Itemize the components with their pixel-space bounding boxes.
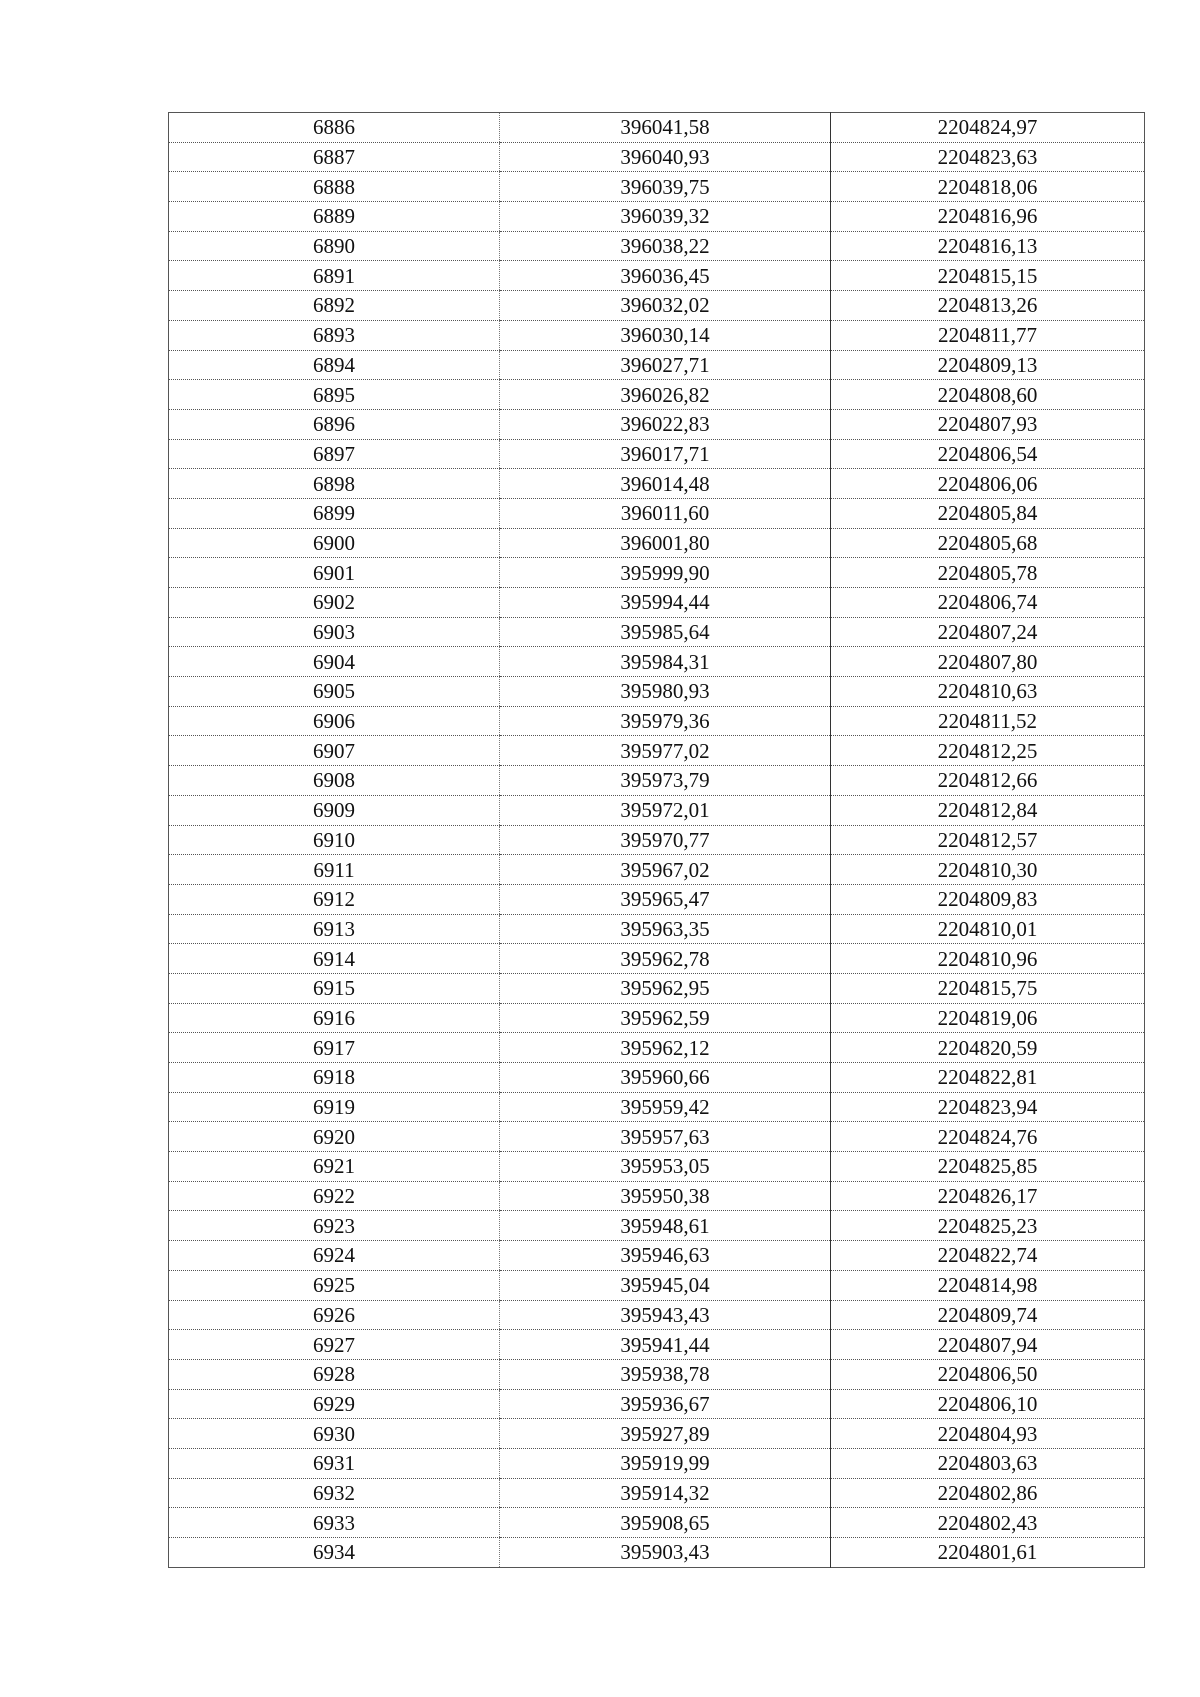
point-number-cell: 6919 — [169, 1092, 500, 1122]
point-number-cell: 6934 — [169, 1538, 500, 1568]
coordinate-y-cell: 2204805,78 — [831, 558, 1145, 588]
coordinate-y-cell: 2204802,86 — [831, 1478, 1145, 1508]
table-row — [169, 1478, 1145, 1508]
point-number-cell: 6910 — [169, 825, 500, 855]
coordinate-x-cell: 395960,66 — [500, 1063, 831, 1093]
coordinate-x-cell: 396026,82 — [500, 380, 831, 410]
point-number-cell: 6904 — [169, 647, 500, 677]
coordinate-x-cell: 395977,02 — [500, 736, 831, 766]
table-row — [169, 795, 1145, 825]
coordinate-x-cell: 395946,63 — [500, 1241, 831, 1271]
coordinate-x-cell: 396022,83 — [500, 409, 831, 439]
point-number-cell: 6891 — [169, 261, 500, 291]
coordinate-y-cell: 2204809,74 — [831, 1300, 1145, 1330]
coordinate-y-cell: 2204816,13 — [831, 231, 1145, 261]
coordinate-x-cell: 395908,65 — [500, 1508, 831, 1538]
coordinate-x-cell: 395994,44 — [500, 588, 831, 618]
coordinate-y-cell: 2204812,25 — [831, 736, 1145, 766]
coordinate-x-cell: 395959,42 — [500, 1092, 831, 1122]
point-number-cell: 6909 — [169, 795, 500, 825]
coordinate-x-cell: 395970,77 — [500, 825, 831, 855]
coordinate-y-cell: 2204806,06 — [831, 469, 1145, 499]
coordinate-x-cell: 396041,58 — [500, 113, 831, 143]
table-row — [169, 498, 1145, 528]
table-row — [169, 1330, 1145, 1360]
coordinate-x-cell: 395980,93 — [500, 677, 831, 707]
point-number-cell: 6897 — [169, 439, 500, 469]
table-row — [169, 202, 1145, 232]
table-row — [169, 855, 1145, 885]
coordinate-y-cell: 2204814,98 — [831, 1270, 1145, 1300]
coordinate-y-cell: 2204820,59 — [831, 1033, 1145, 1063]
point-number-cell: 6889 — [169, 202, 500, 232]
coordinate-y-cell: 2204807,80 — [831, 647, 1145, 677]
coordinate-y-cell: 2204811,52 — [831, 706, 1145, 736]
coordinate-y-cell: 2204810,01 — [831, 914, 1145, 944]
table-row — [169, 1448, 1145, 1478]
table-row — [169, 1003, 1145, 1033]
point-number-cell: 6907 — [169, 736, 500, 766]
coordinate-x-cell: 395950,38 — [500, 1181, 831, 1211]
coordinate-y-cell: 2204813,26 — [831, 291, 1145, 321]
table-row — [169, 1181, 1145, 1211]
point-number-cell: 6925 — [169, 1270, 500, 1300]
table-row — [169, 1538, 1145, 1568]
point-number-cell: 6906 — [169, 706, 500, 736]
coordinate-y-cell: 2204823,63 — [831, 142, 1145, 172]
table-row — [169, 113, 1145, 143]
point-number-cell: 6922 — [169, 1181, 500, 1211]
point-number-cell: 6905 — [169, 677, 500, 707]
table-row — [169, 1270, 1145, 1300]
coordinate-x-cell: 395967,02 — [500, 855, 831, 885]
point-number-cell: 6927 — [169, 1330, 500, 1360]
table-row — [169, 469, 1145, 499]
table-row — [169, 825, 1145, 855]
table-row — [169, 261, 1145, 291]
table-row — [169, 1063, 1145, 1093]
coordinate-y-cell: 2204812,66 — [831, 766, 1145, 796]
point-number-cell: 6896 — [169, 409, 500, 439]
table-row — [169, 1092, 1145, 1122]
coordinate-x-cell: 395962,78 — [500, 944, 831, 974]
coordinate-x-cell: 396039,75 — [500, 172, 831, 202]
coordinate-x-cell: 395999,90 — [500, 558, 831, 588]
coordinate-x-cell: 396038,22 — [500, 231, 831, 261]
coordinate-y-cell: 2204822,74 — [831, 1241, 1145, 1271]
coordinate-y-cell: 2204805,84 — [831, 498, 1145, 528]
point-number-cell: 6890 — [169, 231, 500, 261]
point-number-cell: 6898 — [169, 469, 500, 499]
coordinate-x-cell: 396036,45 — [500, 261, 831, 291]
table-row — [169, 914, 1145, 944]
coordinate-y-cell: 2204806,10 — [831, 1389, 1145, 1419]
point-number-cell: 6929 — [169, 1389, 500, 1419]
coordinate-x-cell: 395945,04 — [500, 1270, 831, 1300]
coordinate-y-cell: 2204825,85 — [831, 1152, 1145, 1182]
table-row — [169, 528, 1145, 558]
table-row — [169, 1419, 1145, 1449]
coordinate-x-cell: 396032,02 — [500, 291, 831, 321]
table-row — [169, 231, 1145, 261]
coordinate-x-cell: 395972,01 — [500, 795, 831, 825]
table-row — [169, 439, 1145, 469]
table-row — [169, 706, 1145, 736]
point-number-cell: 6893 — [169, 320, 500, 350]
table-row — [169, 588, 1145, 618]
table-row — [169, 1300, 1145, 1330]
coordinate-y-cell: 2204823,94 — [831, 1092, 1145, 1122]
table-row — [169, 380, 1145, 410]
coordinate-x-cell: 395948,61 — [500, 1211, 831, 1241]
coordinate-x-cell: 395914,32 — [500, 1478, 831, 1508]
point-number-cell: 6923 — [169, 1211, 500, 1241]
coordinate-y-cell: 2204809,13 — [831, 350, 1145, 380]
coordinate-x-cell: 395927,89 — [500, 1419, 831, 1449]
coordinate-y-cell: 2204819,06 — [831, 1003, 1145, 1033]
coordinate-x-cell: 396039,32 — [500, 202, 831, 232]
coordinate-y-cell: 2204804,93 — [831, 1419, 1145, 1449]
point-number-cell: 6917 — [169, 1033, 500, 1063]
coordinate-y-cell: 2204825,23 — [831, 1211, 1145, 1241]
coordinate-y-cell: 2204809,83 — [831, 884, 1145, 914]
point-number-cell: 6902 — [169, 588, 500, 618]
point-number-cell: 6915 — [169, 973, 500, 1003]
coordinate-x-cell: 396040,93 — [500, 142, 831, 172]
coordinate-x-cell: 396017,71 — [500, 439, 831, 469]
point-number-cell: 6913 — [169, 914, 500, 944]
point-number-cell: 6887 — [169, 142, 500, 172]
table-row — [169, 736, 1145, 766]
coordinate-x-cell: 395962,95 — [500, 973, 831, 1003]
coordinate-x-cell: 395979,36 — [500, 706, 831, 736]
point-number-cell: 6894 — [169, 350, 500, 380]
point-number-cell: 6914 — [169, 944, 500, 974]
coordinate-x-cell: 395963,35 — [500, 914, 831, 944]
point-number-cell: 6933 — [169, 1508, 500, 1538]
point-number-cell: 6912 — [169, 884, 500, 914]
point-number-cell: 6900 — [169, 528, 500, 558]
point-number-cell: 6899 — [169, 498, 500, 528]
table-row — [169, 320, 1145, 350]
table-row — [169, 142, 1145, 172]
coordinates-table-body — [169, 113, 1145, 1568]
coordinate-y-cell: 2204812,84 — [831, 795, 1145, 825]
coordinate-y-cell: 2204810,63 — [831, 677, 1145, 707]
point-number-cell: 6928 — [169, 1359, 500, 1389]
coordinate-x-cell: 395984,31 — [500, 647, 831, 677]
table-row — [169, 172, 1145, 202]
coordinate-x-cell: 395985,64 — [500, 617, 831, 647]
table-row — [169, 409, 1145, 439]
coordinate-y-cell: 2204801,61 — [831, 1538, 1145, 1568]
point-number-cell: 6926 — [169, 1300, 500, 1330]
table-row — [169, 558, 1145, 588]
coordinate-y-cell: 2204802,43 — [831, 1508, 1145, 1538]
point-number-cell: 6930 — [169, 1419, 500, 1449]
coordinate-y-cell: 2204807,94 — [831, 1330, 1145, 1360]
point-number-cell: 6901 — [169, 558, 500, 588]
point-number-cell: 6886 — [169, 113, 500, 143]
coordinate-y-cell: 2204816,96 — [831, 202, 1145, 232]
coordinate-x-cell: 396014,48 — [500, 469, 831, 499]
coordinate-y-cell: 2204822,81 — [831, 1063, 1145, 1093]
coordinate-y-cell: 2204807,24 — [831, 617, 1145, 647]
coordinate-x-cell: 396030,14 — [500, 320, 831, 350]
coordinates-table — [168, 112, 1145, 1568]
coordinate-x-cell: 396011,60 — [500, 498, 831, 528]
coordinate-x-cell: 395919,99 — [500, 1448, 831, 1478]
coordinate-y-cell: 2204810,30 — [831, 855, 1145, 885]
point-number-cell: 6916 — [169, 1003, 500, 1033]
point-number-cell: 6924 — [169, 1241, 500, 1271]
point-number-cell: 6918 — [169, 1063, 500, 1093]
coordinate-y-cell: 2204812,57 — [831, 825, 1145, 855]
coordinate-y-cell: 2204808,60 — [831, 380, 1145, 410]
point-number-cell: 6888 — [169, 172, 500, 202]
coordinate-y-cell: 2204815,75 — [831, 973, 1145, 1003]
coordinate-x-cell: 395953,05 — [500, 1152, 831, 1182]
coordinate-x-cell: 395973,79 — [500, 766, 831, 796]
table-row — [169, 1152, 1145, 1182]
table-row — [169, 973, 1145, 1003]
coordinate-x-cell: 395962,12 — [500, 1033, 831, 1063]
coordinate-y-cell: 2204826,17 — [831, 1181, 1145, 1211]
table-row — [169, 291, 1145, 321]
table-row — [169, 884, 1145, 914]
point-number-cell: 6911 — [169, 855, 500, 885]
coordinate-x-cell: 395962,59 — [500, 1003, 831, 1033]
coordinate-y-cell: 2204811,77 — [831, 320, 1145, 350]
table-row — [169, 1033, 1145, 1063]
coordinate-y-cell: 2204806,50 — [831, 1359, 1145, 1389]
point-number-cell: 6892 — [169, 291, 500, 321]
coordinate-y-cell: 2204824,76 — [831, 1122, 1145, 1152]
table-row — [169, 617, 1145, 647]
table-row — [169, 944, 1145, 974]
coordinate-y-cell: 2204818,06 — [831, 172, 1145, 202]
coordinate-y-cell: 2204803,63 — [831, 1448, 1145, 1478]
point-number-cell: 6903 — [169, 617, 500, 647]
table-row — [169, 647, 1145, 677]
coordinate-x-cell: 395936,67 — [500, 1389, 831, 1419]
point-number-cell: 6920 — [169, 1122, 500, 1152]
point-number-cell: 6931 — [169, 1448, 500, 1478]
coordinate-x-cell: 395965,47 — [500, 884, 831, 914]
coordinate-y-cell: 2204807,93 — [831, 409, 1145, 439]
table-row — [169, 1389, 1145, 1419]
coordinate-x-cell: 396027,71 — [500, 350, 831, 380]
point-number-cell: 6908 — [169, 766, 500, 796]
table-row — [169, 1359, 1145, 1389]
coordinate-x-cell: 395938,78 — [500, 1359, 831, 1389]
table-row — [169, 1241, 1145, 1271]
coordinate-y-cell: 2204810,96 — [831, 944, 1145, 974]
coordinate-y-cell: 2204824,97 — [831, 113, 1145, 143]
coordinate-x-cell: 396001,80 — [500, 528, 831, 558]
coordinate-x-cell: 395941,44 — [500, 1330, 831, 1360]
coordinate-x-cell: 395943,43 — [500, 1300, 831, 1330]
point-number-cell: 6895 — [169, 380, 500, 410]
coordinate-y-cell: 2204806,54 — [831, 439, 1145, 469]
coordinate-x-cell: 395903,43 — [500, 1538, 831, 1568]
coordinate-y-cell: 2204805,68 — [831, 528, 1145, 558]
table-row — [169, 1508, 1145, 1538]
point-number-cell: 6921 — [169, 1152, 500, 1182]
coordinate-y-cell: 2204806,74 — [831, 588, 1145, 618]
coordinate-y-cell: 2204815,15 — [831, 261, 1145, 291]
table-row — [169, 1211, 1145, 1241]
table-row — [169, 350, 1145, 380]
table-row — [169, 1122, 1145, 1152]
coordinate-x-cell: 395957,63 — [500, 1122, 831, 1152]
table-row — [169, 677, 1145, 707]
point-number-cell: 6932 — [169, 1478, 500, 1508]
table-row — [169, 766, 1145, 796]
